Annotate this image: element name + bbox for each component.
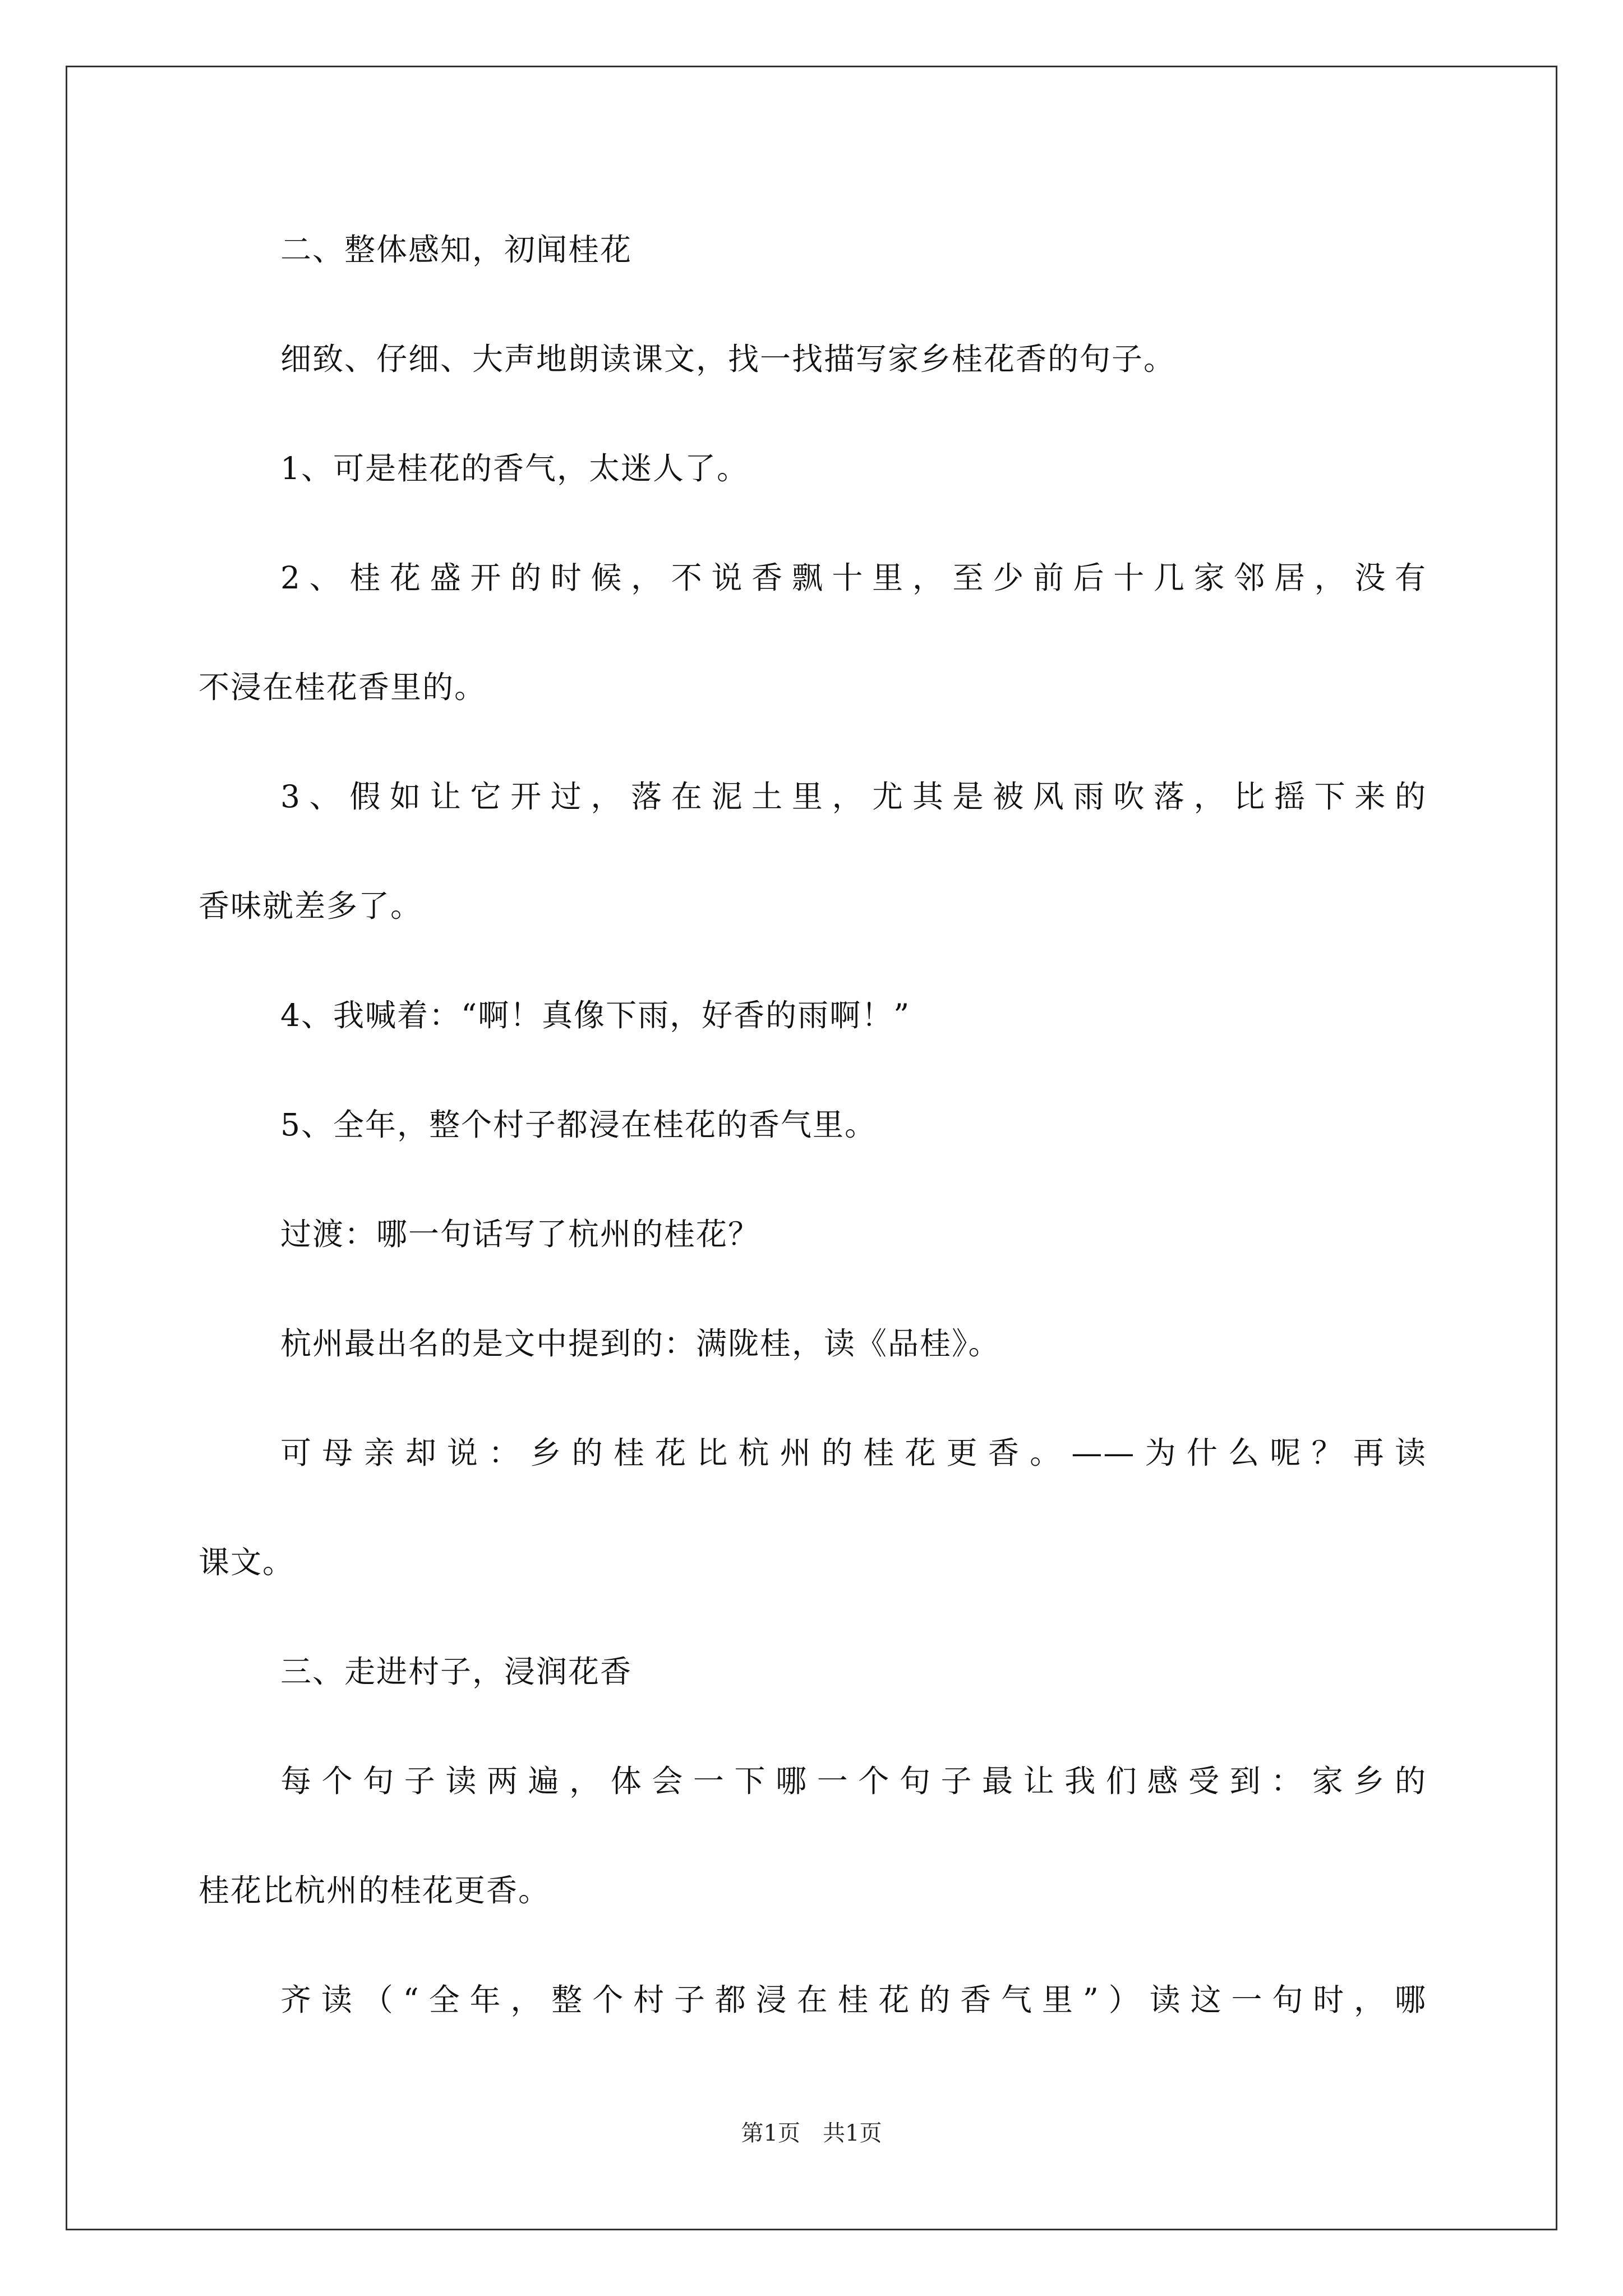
paragraph-line: 3、假如让它开过，落在泥土里，尤其是被风雨吹落，比摇下来的 — [280, 779, 1427, 815]
section-heading-3: 三、走进村子，浸润花香 — [280, 1654, 633, 1690]
paragraph-line: 2、桂花盛开的时候，不说香飘十里，至少前后十几家邻居，没有 — [280, 560, 1427, 596]
paragraph-line: 细致、仔细、大声地朗读课文，找一找描写家乡桂花香的句子。 — [280, 341, 1176, 377]
paragraph-line: 1、可是桂花的香气，太迷人了。 — [280, 450, 749, 486]
page-footer: 第1页 共1页 — [741, 2120, 882, 2146]
paragraph-line: 5、全年，整个村子都浸在桂花的香气里。 — [280, 1107, 877, 1143]
paragraph-line: 杭州最出名的是文中提到的：满陇桂，读《品桂》。 — [280, 1326, 1000, 1361]
paragraph-line: 香味就差多了。 — [199, 888, 423, 924]
paragraph-line: 过渡：哪一句话写了杭州的桂花？ — [280, 1216, 760, 1252]
paragraph-line: 不浸在桂花香里的。 — [199, 669, 487, 705]
paragraph-line: 4、我喊着：“啊！真像下雨，好香的雨啊！” — [280, 997, 911, 1033]
paragraph-line: 课文。 — [199, 1544, 295, 1580]
paragraph-line: 可母亲却说：乡的桂花比杭州的桂花更香。——为什么呢？再读 — [280, 1435, 1427, 1471]
paragraph-line: 桂花比杭州的桂花更香。 — [199, 1872, 551, 1908]
paragraph-line: 每个句子读两遍，体会一下哪一个句子最让我们感受到：家乡的 — [280, 1763, 1427, 1799]
section-heading-2: 二、整体感知，初闻桂花 — [280, 232, 633, 268]
paragraph-line: 齐读（“全年，整个村子都浸在桂花的香气里”）读这一句时，哪 — [280, 1982, 1427, 2018]
